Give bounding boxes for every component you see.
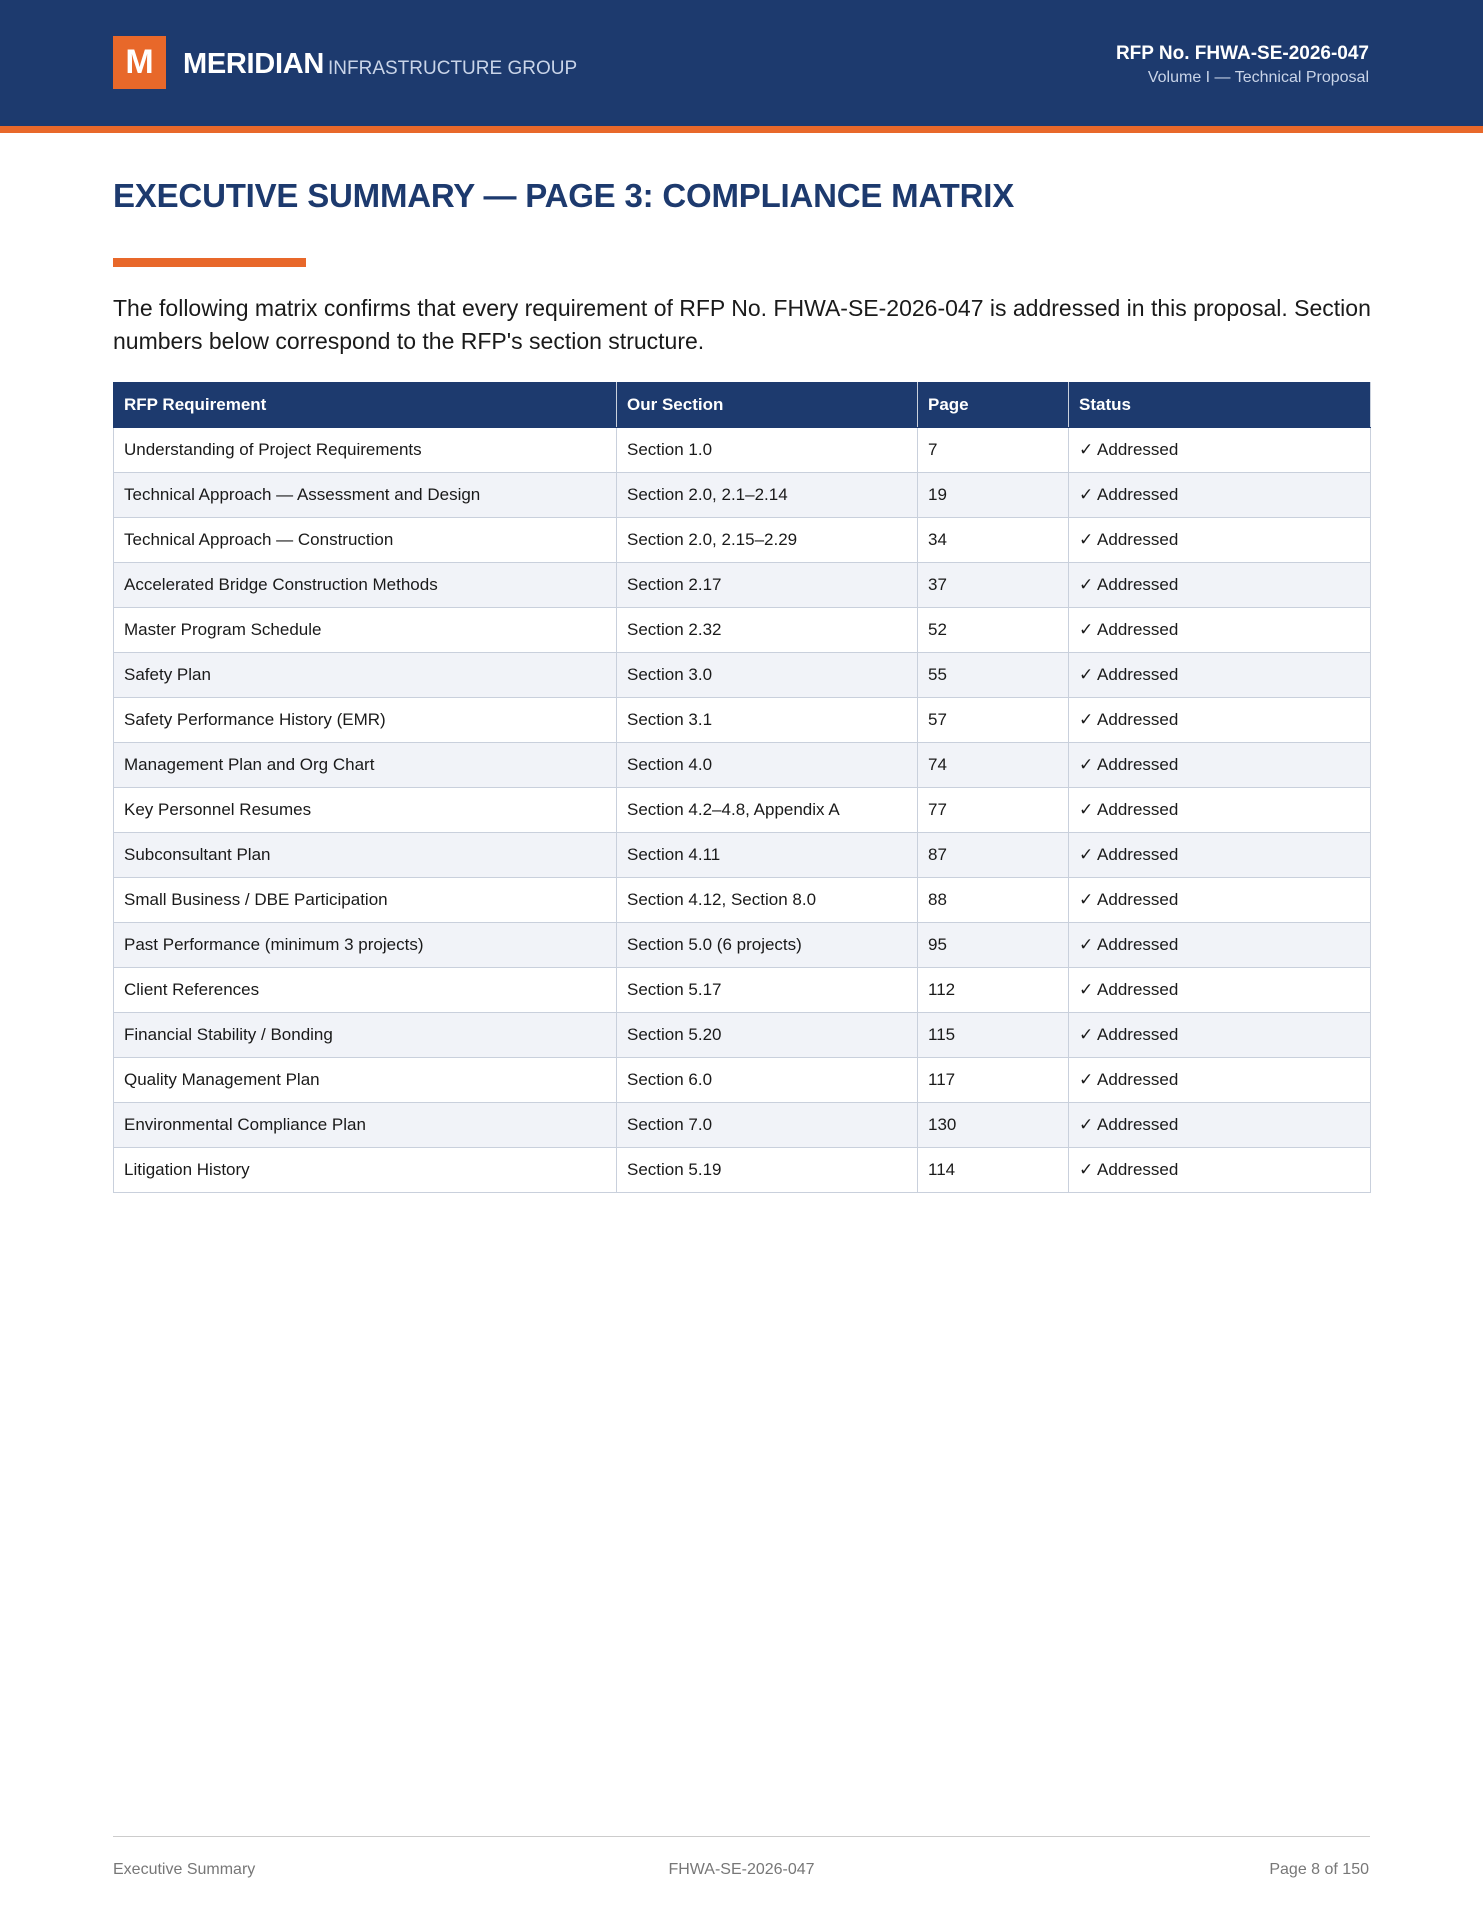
section-cell: Section 5.19 [617, 1148, 918, 1193]
section-cell: Section 5.17 [617, 968, 918, 1013]
section-cell: Section 2.17 [617, 563, 918, 608]
status-cell: ✓ Addressed [1069, 1103, 1371, 1148]
page-cell: 52 [918, 608, 1069, 653]
table-row [114, 1103, 1371, 1148]
section-cell: Section 4.0 [617, 743, 918, 788]
page-cell: 77 [918, 788, 1069, 833]
page-cell: 114 [918, 1148, 1069, 1193]
section-cell: Section 4.12, Section 8.0 [617, 878, 918, 923]
page-cell: 95 [918, 923, 1069, 968]
requirement-cell: Past Performance (minimum 3 projects) [114, 923, 617, 968]
section-cell: Section 3.1 [617, 698, 918, 743]
status-cell: ✓ Addressed [1069, 968, 1371, 1013]
table-row [114, 968, 1371, 1013]
requirement-cell: Safety Plan [114, 653, 617, 698]
requirement-cell: Understanding of Project Requirements [114, 428, 617, 473]
status-cell: ✓ Addressed [1069, 1058, 1371, 1103]
page-cell: 88 [918, 878, 1069, 923]
status-cell: ✓ Addressed [1069, 653, 1371, 698]
requirement-cell: Financial Stability / Bonding [114, 1013, 617, 1058]
requirement-cell: Key Personnel Resumes [114, 788, 617, 833]
brand-subtitle: INFRASTRUCTURE GROUP [328, 58, 578, 79]
page-title: EXECUTIVE SUMMARY — PAGE 3: COMPLIANCE MATRIX [113, 177, 1015, 214]
table-row [114, 698, 1371, 743]
table-row [114, 563, 1371, 608]
page-cell: 37 [918, 563, 1069, 608]
status-cell: ✓ Addressed [1069, 563, 1371, 608]
status-cell: ✓ Addressed [1069, 1013, 1371, 1058]
section-cell: Section 5.20 [617, 1013, 918, 1058]
page-cell: 7 [918, 428, 1069, 473]
table-row [114, 1013, 1371, 1058]
compliance-matrix-table [113, 382, 1371, 1193]
table-row [114, 428, 1371, 473]
status-cell: ✓ Addressed [1069, 473, 1371, 518]
rfp-number: RFP No. FHWA-SE-2026-047 [1115, 43, 1369, 64]
table-row [114, 788, 1371, 833]
table-row [114, 833, 1371, 878]
page-cell: 87 [918, 833, 1069, 878]
section-cell: Section 4.2–4.8, Appendix A [617, 788, 918, 833]
title-accent-rule [113, 258, 306, 267]
status-cell: ✓ Addressed [1069, 698, 1371, 743]
section-cell: Section 7.0 [617, 1103, 918, 1148]
status-cell: ✓ Addressed [1069, 1148, 1371, 1193]
page-cell: 117 [918, 1058, 1069, 1103]
column-header: Page [918, 383, 1069, 428]
footer-divider [113, 1836, 1370, 1837]
volume-label: Volume I — Technical Proposal [1147, 69, 1369, 86]
requirement-cell: Master Program Schedule [114, 608, 617, 653]
section-cell: Section 3.0 [617, 653, 918, 698]
company-logo-icon: M [113, 36, 166, 89]
header-accent-stripe [0, 126, 1483, 133]
requirement-cell: Management Plan and Org Chart [114, 743, 617, 788]
status-cell: ✓ Addressed [1069, 878, 1371, 923]
column-header: Our Section [617, 383, 918, 428]
column-header: Status [1069, 383, 1371, 428]
table-row [114, 923, 1371, 968]
status-cell: ✓ Addressed [1069, 518, 1371, 563]
requirement-cell: Technical Approach — Assessment and Design [114, 473, 617, 518]
status-cell: ✓ Addressed [1069, 743, 1371, 788]
table-row [114, 608, 1371, 653]
page-cell: 19 [918, 473, 1069, 518]
section-cell: Section 2.0, 2.1–2.14 [617, 473, 918, 518]
intro-paragraph: The following matrix confirms that every requirement of RFP No. FHWA-SE-2026-047 is addressed in this proposal. Section numbers below correspond to the RFP's section structure. [113, 295, 1371, 354]
requirement-cell: Technical Approach — Construction [114, 518, 617, 563]
table-row [114, 473, 1371, 518]
table-header-row [114, 383, 1371, 428]
footer-page-number: Page 8 of 150 [1269, 1861, 1369, 1878]
requirement-cell: Quality Management Plan [114, 1058, 617, 1103]
status-cell: ✓ Addressed [1069, 833, 1371, 878]
page-cell: 130 [918, 1103, 1069, 1148]
table-row [114, 1148, 1371, 1193]
page-cell: 112 [918, 968, 1069, 1013]
table-row [114, 653, 1371, 698]
page-cell: 57 [918, 698, 1069, 743]
requirement-cell: Client References [114, 968, 617, 1013]
section-cell: Section 5.0 (6 projects) [617, 923, 918, 968]
section-cell: Section 2.0, 2.15–2.29 [617, 518, 918, 563]
requirement-cell: Environmental Compliance Plan [114, 1103, 617, 1148]
section-cell: Section 6.0 [617, 1058, 918, 1103]
footer-rfp-id: FHWA-SE-2026-047 [668, 1861, 815, 1878]
status-cell: ✓ Addressed [1069, 428, 1371, 473]
page-cell: 55 [918, 653, 1069, 698]
table-row [114, 1058, 1371, 1103]
footer-section-label: Executive Summary [113, 1861, 256, 1878]
page-cell: 74 [918, 743, 1069, 788]
table-row [114, 878, 1371, 923]
requirement-cell: Accelerated Bridge Construction Methods [114, 563, 617, 608]
requirement-cell: Litigation History [114, 1148, 617, 1193]
section-cell: Section 2.32 [617, 608, 918, 653]
section-cell: Section 4.11 [617, 833, 918, 878]
status-cell: ✓ Addressed [1069, 788, 1371, 833]
page-cell: 115 [918, 1013, 1069, 1058]
brand-name: MERIDIAN [183, 48, 324, 80]
section-cell: Section 1.0 [617, 428, 918, 473]
status-cell: ✓ Addressed [1069, 608, 1371, 653]
requirement-cell: Subconsultant Plan [114, 833, 617, 878]
table-row [114, 743, 1371, 788]
table-row [114, 518, 1371, 563]
page-cell: 34 [918, 518, 1069, 563]
requirement-cell: Small Business / DBE Participation [114, 878, 617, 923]
column-header: RFP Requirement [114, 383, 617, 428]
requirement-cell: Safety Performance History (EMR) [114, 698, 617, 743]
status-cell: ✓ Addressed [1069, 923, 1371, 968]
